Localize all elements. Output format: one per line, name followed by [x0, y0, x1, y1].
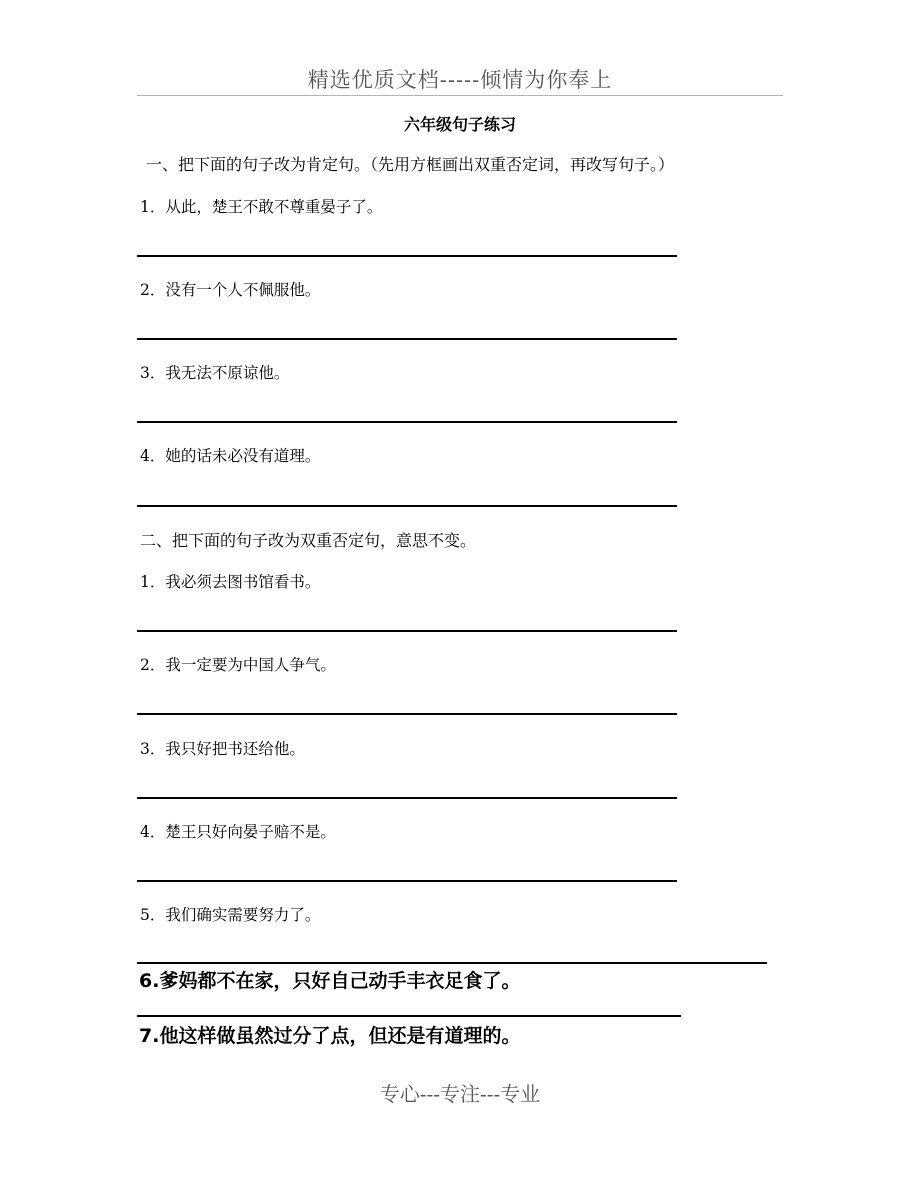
answer-line [137, 797, 677, 799]
section-1-item-1: 1．从此，楚王不敢不尊重晏子了。 [140, 198, 383, 216]
answer-line [137, 1015, 681, 1017]
worksheet-title: 六年级句子练习 [403, 115, 516, 134]
section-2-item-4: 4．楚王只好向晏子赔不是。 [140, 823, 336, 841]
page-header: 精选优质文档-----倾情为你奉上 [307, 68, 613, 92]
section-1-item-4: 4．她的话未必没有道理。 [140, 447, 321, 465]
section-2-item-6: 6.爹妈都不在家，只好自己动手丰衣足食了。 [139, 970, 521, 992]
section-2-item-3: 3．我只好把书还给他。 [140, 740, 305, 758]
section-1-item-2: 2．没有一个人不佩服他。 [140, 281, 321, 299]
answer-line [137, 255, 677, 257]
section-1-heading: 一、把下面的句子改为肯定句。（先用方框画出双重否定词，再改写句子。） [146, 155, 675, 174]
section-2-heading: 二、把下面的句子改为双重否定句，意思不变。 [140, 531, 477, 550]
answer-line [137, 713, 677, 715]
section-2-item-7: 7.他这样做虽然过分了点，但还是有道理的。 [139, 1025, 521, 1047]
header-divider [137, 95, 783, 96]
section-2-item-1: 1．我必须去图书馆看书。 [140, 573, 321, 591]
answer-line [137, 962, 767, 964]
answer-line [137, 505, 677, 507]
answer-line [137, 421, 677, 423]
section-2-item-2: 2．我一定要为中国人争气。 [140, 656, 336, 674]
section-1-item-3: 3．我无法不原谅他。 [140, 364, 290, 382]
answer-line [137, 630, 677, 632]
answer-line [137, 338, 677, 340]
answer-line [137, 880, 677, 882]
page-footer: 专心---专注---专业 [379, 1082, 541, 1106]
section-2-item-5: 5．我们确实需要努力了。 [140, 906, 321, 924]
